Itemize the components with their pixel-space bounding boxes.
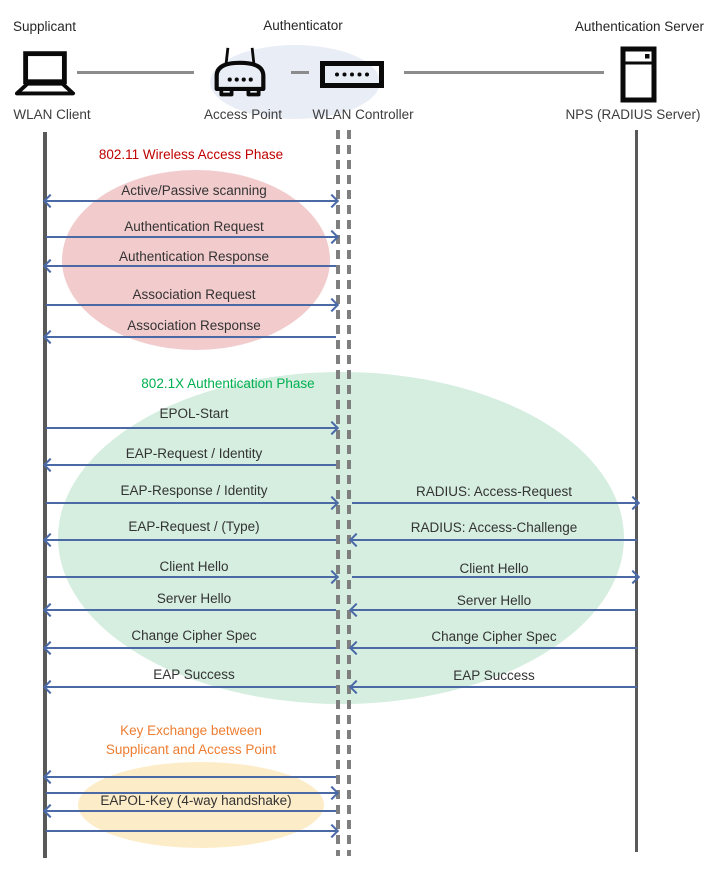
message-label: EAP Success bbox=[153, 667, 235, 682]
message-arrow-left bbox=[46, 776, 336, 778]
message-arrow-right bbox=[46, 236, 336, 238]
message-arrow-right bbox=[46, 304, 336, 306]
message-label: Change Cipher Spec bbox=[131, 628, 257, 643]
phase3-title-line2: Supplicant and Access Point bbox=[105, 742, 277, 757]
lifeline-wlan-controller bbox=[347, 130, 351, 856]
message-arrow-right bbox=[46, 427, 336, 429]
message-label: EAP-Request / (Type) bbox=[128, 519, 260, 534]
role-authenticator: Authenticator bbox=[263, 18, 343, 33]
message-arrow-right bbox=[46, 576, 336, 578]
message-arrow-left bbox=[46, 464, 336, 466]
message-label: Server Hello bbox=[156, 591, 232, 606]
message-label: Association Request bbox=[132, 287, 256, 302]
wlan-controller-icon bbox=[320, 61, 384, 88]
connector-ap-wlc bbox=[291, 71, 309, 74]
node-label-nps-radius-server: NPS (RADIUS Server) bbox=[565, 107, 701, 122]
message-label: EAP-Request / Identity bbox=[125, 446, 263, 461]
message-arrow-right bbox=[46, 502, 336, 504]
lifeline-nps-server bbox=[635, 130, 638, 852]
role-authentication-server: Authentication Server bbox=[574, 19, 704, 34]
phase3-title bbox=[85, 721, 297, 759]
message-label: Client Hello bbox=[159, 559, 229, 574]
message-arrow-left bbox=[46, 810, 336, 812]
server-icon bbox=[620, 46, 657, 103]
message-arrow-left bbox=[46, 647, 336, 649]
message-label: Authentication Request bbox=[124, 219, 264, 234]
message-label: RADIUS: Access-Request bbox=[415, 484, 573, 499]
message-label: Association Response bbox=[127, 318, 261, 333]
lifeline-wlan-client bbox=[43, 132, 47, 858]
message-label: Client Hello bbox=[459, 561, 529, 576]
role-supplicant: Supplicant bbox=[13, 19, 77, 34]
message-label: Server Hello bbox=[456, 593, 532, 608]
message-label: Active/Passive scanning bbox=[121, 183, 267, 198]
phase3-title-line1: Key Exchange between bbox=[120, 723, 262, 738]
phase2-title: 802.1X Authentication Phase bbox=[141, 376, 315, 391]
message-arrow-left bbox=[352, 609, 637, 611]
message-arrow-right bbox=[352, 502, 637, 504]
message-arrow-left bbox=[46, 609, 336, 611]
message-label: RADIUS: Access-Challenge bbox=[410, 520, 578, 535]
message-arrow-both bbox=[46, 200, 336, 202]
message-arrow-left bbox=[46, 539, 336, 541]
message-label: Change Cipher Spec bbox=[431, 629, 557, 644]
message-label: EPOL-Start bbox=[159, 406, 229, 421]
node-label-wlan-client: WLAN Client bbox=[13, 107, 91, 122]
message-label: EAP Success bbox=[453, 668, 535, 683]
message-arrow-right bbox=[352, 576, 637, 578]
message-arrow-left bbox=[46, 265, 336, 267]
message-arrow-left bbox=[352, 539, 637, 541]
message-arrow-right bbox=[46, 830, 336, 832]
message-arrow-left bbox=[352, 686, 637, 688]
message-label: EAP-Response / Identity bbox=[120, 483, 268, 498]
connector-wlc-server bbox=[404, 71, 604, 74]
node-label-access-point: Access Point bbox=[203, 107, 283, 122]
message-label: Authentication Response bbox=[118, 249, 270, 264]
message-arrow-left bbox=[352, 647, 637, 649]
laptop-icon bbox=[14, 50, 76, 98]
access-point-icon bbox=[212, 45, 268, 103]
message-arrow-left bbox=[46, 336, 336, 338]
message-arrow-left bbox=[46, 686, 336, 688]
phase1-title: 802.11 Wireless Access Phase bbox=[98, 147, 284, 162]
connector-client-ap bbox=[77, 71, 194, 74]
phase2-ellipse bbox=[58, 372, 624, 704]
message-label: EAPOL-Key (4-way handshake) bbox=[100, 793, 292, 808]
node-label-wlan-controller: WLAN Controller bbox=[312, 107, 414, 122]
